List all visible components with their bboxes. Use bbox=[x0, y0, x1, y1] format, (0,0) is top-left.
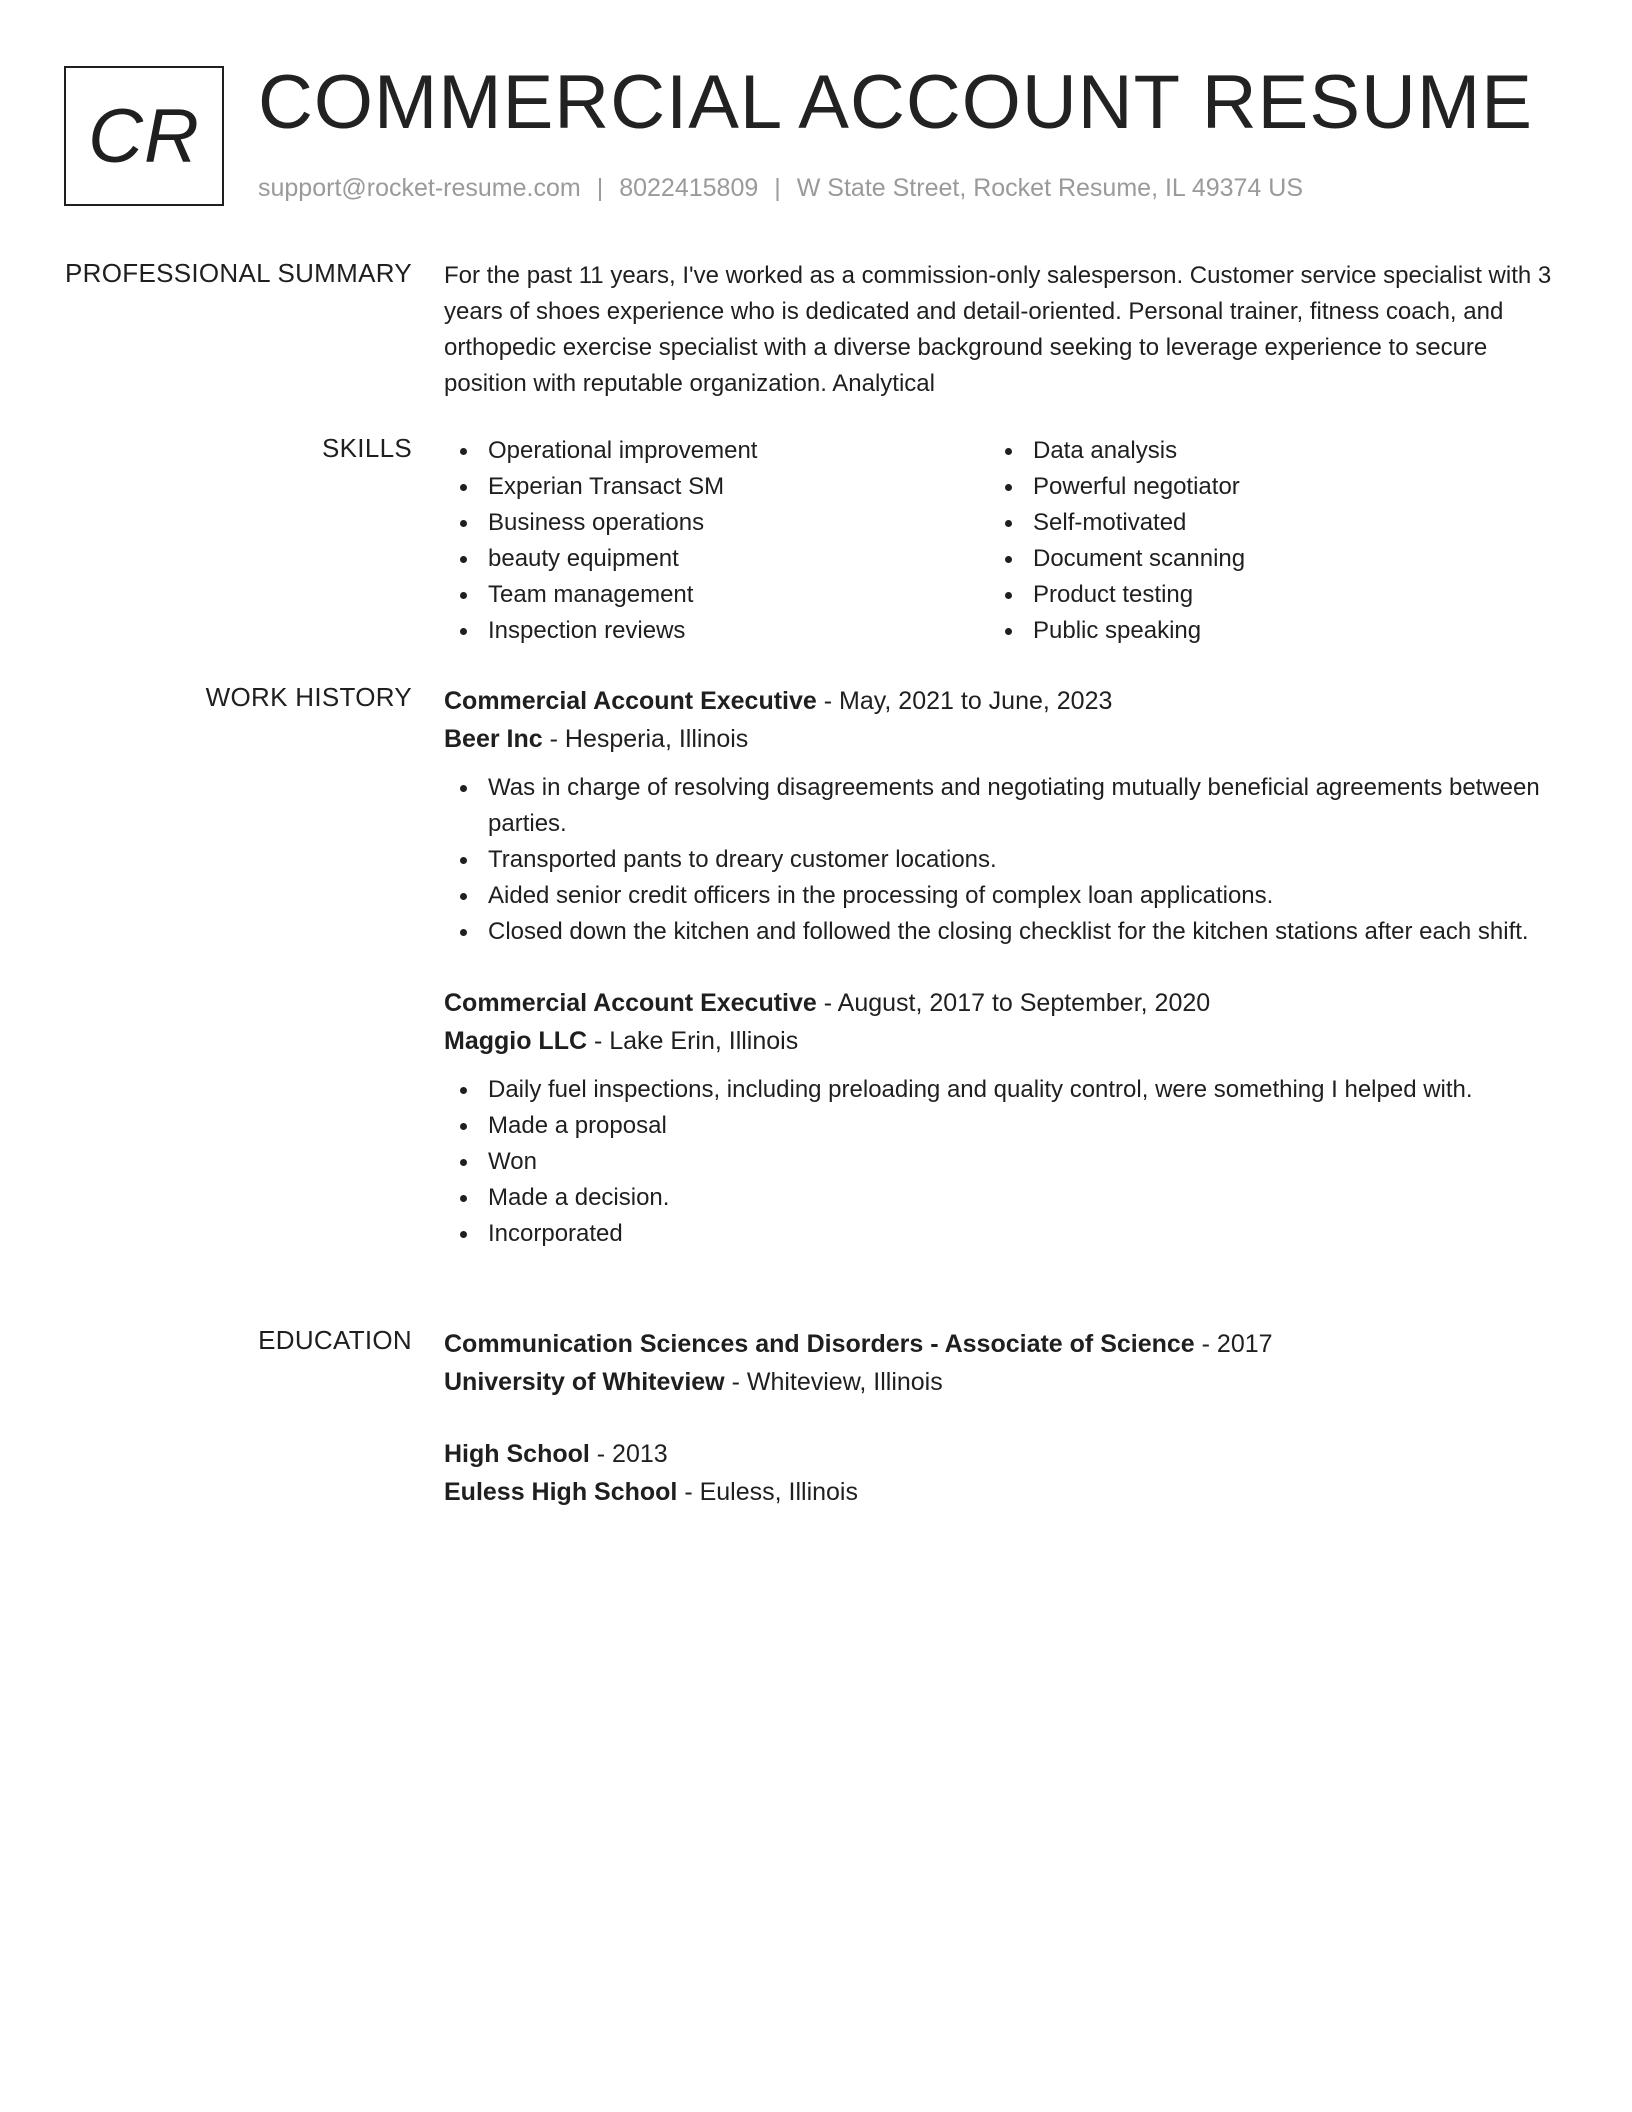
skills-grid bbox=[444, 433, 1564, 649]
skill-item: Self-motivated bbox=[989, 505, 1534, 541]
job-company-line bbox=[444, 1022, 1564, 1060]
skill-item: Product testing bbox=[989, 577, 1534, 613]
section-label-education: EDUCATION bbox=[258, 1325, 412, 1355]
skill-item: beauty equipment bbox=[444, 541, 989, 577]
education-year: - 2013 bbox=[589, 1440, 668, 1468]
skill-item: Document scanning bbox=[989, 541, 1534, 577]
summary-body bbox=[444, 258, 1564, 402]
job-dates: - May, 2021 to June, 2023 bbox=[816, 687, 1113, 715]
skill-item: Operational improvement bbox=[444, 433, 989, 469]
contact-separator: | bbox=[774, 174, 781, 202]
job-bullet: Won bbox=[444, 1144, 1564, 1180]
education-body bbox=[444, 1325, 1564, 1545]
job-bullet: Made a proposal bbox=[444, 1108, 1564, 1144]
education-entry bbox=[444, 1435, 1564, 1511]
education-degree: Communication Sciences and Disorders - Associate of Science bbox=[444, 1330, 1195, 1358]
job-bullet: Aided senior credit officers in the processing of complex loan applications. bbox=[444, 878, 1564, 914]
education-school: University of Whiteview bbox=[444, 1368, 725, 1396]
section-label-work-history: WORK HISTORY bbox=[205, 682, 412, 712]
skill-item: Data analysis bbox=[989, 433, 1534, 469]
education-location: - Whiteview, Illinois bbox=[724, 1368, 943, 1396]
education-degree-line bbox=[444, 1435, 1564, 1473]
contact-email: support@rocket-resume.com bbox=[258, 174, 581, 202]
education-year: - 2017 bbox=[1194, 1330, 1273, 1358]
contact-phone: 8022415809 bbox=[619, 174, 759, 202]
education-degree-line bbox=[444, 1325, 1564, 1363]
section-label-summary: PROFESSIONAL SUMMARY bbox=[65, 258, 412, 288]
job-bullet: Made a decision. bbox=[444, 1180, 1564, 1216]
skills-body bbox=[444, 433, 1564, 649]
job-location: - Lake Erin, Illinois bbox=[587, 1027, 799, 1055]
skills-column-right bbox=[989, 433, 1534, 649]
job-bullet: Incorporated bbox=[444, 1216, 1564, 1252]
skills-column-left bbox=[444, 433, 989, 649]
job-dates: - August, 2017 to September, 2020 bbox=[816, 989, 1211, 1017]
job-bullets bbox=[444, 1072, 1564, 1252]
education-entry bbox=[444, 1325, 1564, 1401]
section-label-skills: SKILLS bbox=[322, 433, 412, 463]
job-company-line bbox=[444, 720, 1564, 758]
job-location: - Hesperia, Illinois bbox=[542, 725, 749, 753]
monogram-badge bbox=[64, 66, 224, 206]
education-school-line bbox=[444, 1473, 1564, 1511]
summary-text: For the past 11 years, I've worked as a commission-only salesperson. Customer service specialist with 3 years of shoes experience who is dedicated and detail-oriented. Personal trainer, fitness coach, and orthopedic exercise specialist with a diverse background seeking to leverage experience to secure position with reputable organization. Analytical bbox=[444, 262, 1552, 397]
skill-item: Powerful negotiator bbox=[989, 469, 1534, 505]
work-history-body bbox=[444, 682, 1564, 1286]
job-bullet: Transported pants to dreary customer locations. bbox=[444, 842, 1564, 878]
job-title-line bbox=[444, 682, 1564, 720]
skill-item: Business operations bbox=[444, 505, 989, 541]
skill-item: Experian Transact SM bbox=[444, 469, 989, 505]
education-school-line bbox=[444, 1363, 1564, 1401]
job-company: Beer Inc bbox=[444, 725, 543, 753]
job-title-line bbox=[444, 984, 1564, 1022]
education-location: - Euless, Illinois bbox=[677, 1478, 858, 1506]
job-entry bbox=[444, 682, 1564, 950]
contact-separator: | bbox=[596, 174, 604, 202]
education-school: Euless High School bbox=[444, 1478, 678, 1506]
skill-item: Inspection reviews bbox=[444, 613, 989, 649]
job-company: Maggio LLC bbox=[444, 1027, 588, 1055]
job-bullet: Was in charge of resolving disagreements and negotiating mutually beneficial agreements between parties. bbox=[444, 770, 1564, 842]
monogram-text: CR bbox=[88, 93, 200, 179]
education-degree: High School bbox=[444, 1440, 590, 1468]
skill-item: Team management bbox=[444, 577, 989, 613]
skill-item: Public speaking bbox=[989, 613, 1534, 649]
contact-line bbox=[258, 174, 1303, 203]
job-bullets bbox=[444, 770, 1564, 950]
contact-address: W State Street, Rocket Resume, IL 49374 US bbox=[796, 174, 1304, 202]
job-bullet: Daily fuel inspections, including preloading and quality control, were something I helped with. bbox=[444, 1072, 1564, 1108]
job-entry bbox=[444, 984, 1564, 1252]
resume-title: COMMERCIAL ACCOUNT RESUME bbox=[258, 60, 1533, 145]
job-bullet: Closed down the kitchen and followed the closing checklist for the kitchen stations after each shift. bbox=[444, 914, 1564, 950]
job-title: Commercial Account Executive bbox=[444, 989, 817, 1017]
job-title: Commercial Account Executive bbox=[444, 687, 817, 715]
